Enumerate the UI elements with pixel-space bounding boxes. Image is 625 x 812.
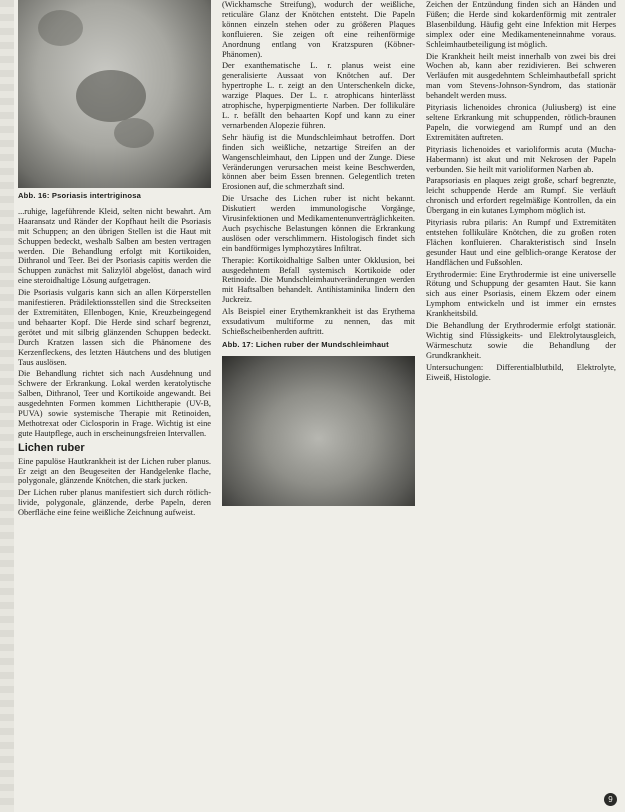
paragraph: Untersuchungen: Differentialblutbild, Elektrolyte, Eiweiß, Histologie.	[426, 362, 616, 382]
paragraph: Die Psoriasis vulgaris kann sich an allen Körperstellen manifestieren. Prädilektionsstellen sind die Streckseiten der Extremitäten, Ellenbogen, Knie, Kreuzbeingegend und behaarter Kopf. Die Herde sind scharf begrenzt, gerötet und mit silbrig glänzenden Schuppen bedeckt. Durch Kratzen lassen sich die Phänomene des Kerzenfleckens, des letzten Häutchens und des blutigen Taus auslösen.	[18, 288, 211, 367]
paragraph: Parapsoriasis en plaques zeigt große, scharf begrenzte, leicht schuppende Herde am Rumpf. Sie verläuft chronisch und erfordert regelmäßige Kontrollen, da ein Übergang in ein kutanes Lymphom möglich ist.	[426, 176, 616, 216]
paragraph: Als Beispiel einer Erythemkrankheit ist das Erythema exsudativum multiforme zu nennen, das mit Schießscheibenherden auftritt.	[222, 307, 415, 336]
paragraph: Der exanthematische L. r. planus weist eine generalisierte Aussaat von Knötchen auf. Der hypertrophe L. r. zeigt an den Unterschenkeln dicke, warzige Plaques. Der L. r. atrophicans hinterlässt atrophische, hyperpigmentierte Narben. Der follikuläre L. r. befällt den behaarten Kopf und kann zu einer vernarbenden Alopezie führen.	[222, 61, 415, 130]
binding-margin	[0, 0, 14, 812]
paragraph: Die Ursache des Lichen ruber ist nicht bekannt. Diskutiert werden immunologische Vorgänge, Virusinfektionen und Medikamentenunverträglichkeiten. Auch psychische Belastungen können die Erkrankung auslösen oder verschlimmern. Histologisch findet sich ein bandförmiges lymphozytäres Infiltrat.	[222, 194, 415, 253]
paragraph: Pityriasis lichenoides chronica (Juliusberg) ist eine seltene Erkrankung mit schuppenden, rötlich-braunen Papeln, die vorwiegend am Rumpf und an den Extremitäten auftreten.	[426, 103, 616, 142]
column-3	[426, 0, 616, 385]
paragraph: ...ruhige, lageführende Kleid, selten nicht bewahrt. Am Haaransatz und Ränder der Kopfhaut heilt die Psoriasis mit Schuppen; an den übrigen Stellen ist die Haut mit Schuppen bedeckt, weshalb Salben am besten vertragen werden. Die Behandlung erfolgt mit Kortikoiden, Dithranol und Teer. Bei der Psoriasis capitis werden die Schuppen zunächst mit Salizylöl abgelöst, danach wird eine steroidhaltige Lösung aufgetragen.	[18, 206, 211, 286]
figure-caption-1: Abb. 16: Psoriasis intertriginosa	[18, 191, 142, 200]
paragraph: Der Lichen ruber planus manifestiert sich durch rötlich-livide, polygonale, glänzende, derbe Papeln, deren Oberfläche eine feine weißliche Zeichnung aufweist.	[18, 488, 211, 518]
figure-psoriasis-photo	[18, 0, 211, 188]
paragraph: Eine papulöse Hautkrankheit ist der Lichen ruber planus. Er zeigt an den Beugeseiten der Handgelenke flache, polygonale, glänzende Knötchen, die stark jucken.	[18, 456, 211, 486]
column-2	[222, 0, 415, 506]
paragraph: (Wickhamsche Streifung), wodurch der weißliche, reticuläre Glanz der Knötchen entsteht. Die Papeln können einzeln stehen oder zu größeren Plaques konfluieren. Sie zeigen oft eine reihenförmige Anordnung entlang von Kratzspuren (Köbner-Phänomen).	[222, 0, 415, 59]
figure-mouth-photo	[222, 356, 415, 506]
figure-caption-2: Abb. 17: Lichen ruber der Mundschleimhaut	[222, 339, 389, 349]
paragraph: Therapie: Kortikoidhaltige Salben unter Okklusion, bei ausgedehntem Befall systemisch Kortikoide oder Retinoide. Die Mundschleimhautveränderungen werden mit Haftsalben behandelt. Antihistaminika lindern den Juckreiz.	[222, 255, 415, 305]
paragraph: Erythrodermie: Eine Erythrodermie ist eine universelle Rötung und Schuppung der gesamten Haut. Sie kann sich aus einer Psoriasis, einem Ekzem oder einem Lymphom entwickeln und ist immer ein ernstes Krankheitsbild.	[426, 269, 616, 319]
paragraph: Pityriasis lichenoides et varioliformis acuta (Mucha-Habermann) ist akut und mit Nekrosen der Papeln verbunden. Sie heilt mit varioliformen Narben ab.	[426, 144, 616, 174]
column-1	[18, 0, 211, 520]
paragraph: Die Behandlung der Erythrodermie erfolgt stationär. Wichtig sind Flüssigkeits- und Elektrolytausgleich, Wärmeschutz sowie die Behandlung der Grundkrankheit.	[426, 321, 616, 360]
paragraph: Zeichen der Entzündung finden sich an Händen und Füßen; die Herde sind kokardenförmig mit zentraler Blasenbildung. Häufig geht eine Infektion mit Herpes simplex oder eine Medikamenteneinnahme voraus. Schleimhautbeteiligung ist möglich.	[426, 0, 616, 49]
section-heading-lichen-ruber: Lichen ruber	[18, 441, 85, 454]
paragraph: Sehr häufig ist die Mundschleimhaut betroffen. Dort finden sich weißliche, netzartige Streifen an der Wangenschleimhaut, den Lippen und der Zunge. Diese Veränderungen verursachen meist keine Beschwerden, können aber beim Essen brennen. Gelegentlich treten Erosionen auf, die schmerzhaft sind.	[222, 132, 415, 192]
paragraph: Die Krankheit heilt meist innerhalb von zwei bis drei Wochen ab, kann aber rezidivieren. Bei schweren Verläufen mit ausgedehntem Schleimhautbefall spricht man vom Stevens-Johnson-Syndrom, das stationär behandelt werden muss.	[426, 51, 616, 101]
paragraph: Die Behandlung richtet sich nach Ausdehnung und Schwere der Erkrankung. Lokal werden keratolytische Salben, Dithranol, Teer und Kortikoide angewandt. Bei ausgedehnten Formen kommen Lichttherapie (UV-B, PUVA) sowie systemische Therapie mit Retinoiden, Methotrexat oder Ciclosporin in Frage. Wichtig ist eine gute Hautpflege, auch in erscheinungsfreien Intervallen.	[18, 369, 211, 438]
paragraph: Pityriasis rubra pilaris: An Rumpf und Extremitäten entstehen follikuläre Knötchen, die zu großen roten Flächen konfluieren. Charakteristisch sind Inseln gesunder Haut und eine gelblich-orange Keratose der Handflächen und Fußsohlen.	[426, 218, 616, 267]
page-number: 9	[604, 793, 617, 806]
